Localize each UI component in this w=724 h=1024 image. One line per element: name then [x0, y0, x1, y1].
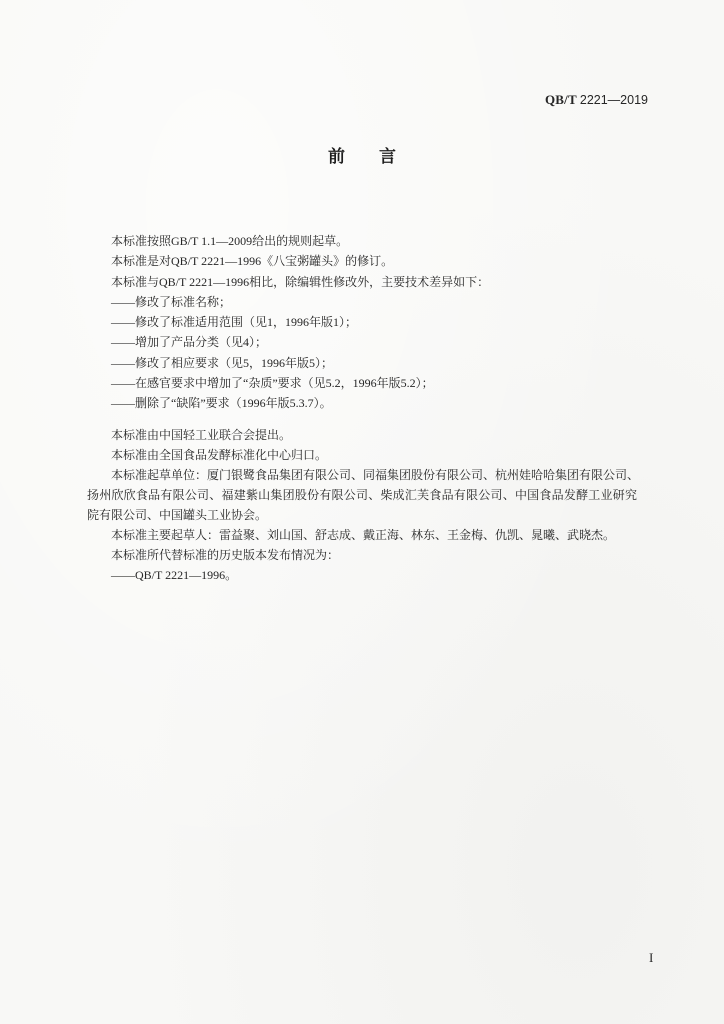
page-number: I: [649, 950, 654, 965]
foreword-changes-section: [87, 231, 637, 414]
change-item: ——修改了标准名称；: [111, 294, 232, 309]
page-title: 前 言: [328, 147, 396, 167]
standard-code-prefix: QB/T: [545, 92, 577, 107]
change-item: ——在感官要求中增加了“杂质”要求（见5.2，1996年版5.2）；: [111, 376, 434, 391]
proposed-by-statement: 本标准由中国轻工业联合会提出。: [111, 428, 292, 442]
drafting-units-line: 院有限公司、中国罐头工业协会。: [87, 508, 268, 522]
history-intro: 本标准所代替标准的历史版本发布情况为：: [111, 548, 340, 562]
drafting-units-line: 扬州欣欣食品有限公司、福建紫山集团股份有限公司、柴成汇芙食品有限公司、中国食品发酵工业研究: [87, 488, 637, 502]
history-item: ——QB/T 2221—1996。: [111, 568, 238, 582]
revision-statement: 本标准是对QB/T 2221—1996《八宝粥罐头》的修订。: [111, 254, 394, 269]
differences-intro: 本标准与QB/T 2221—1996相比，除编辑性修改外，主要技术差异如下：: [111, 274, 490, 289]
change-item: ——删除了“缺陷”要求（1996年版5.3.7）。: [111, 396, 332, 411]
drafting-units-line: 本标准起草单位：厦门银鹭食品集团有限公司、同福集团股份有限公司、杭州娃哈哈集团有限公司、: [111, 468, 640, 482]
centralized-by-statement: 本标准由全国食品发酵标准化中心归口。: [111, 448, 328, 462]
standard-code: [545, 91, 648, 109]
main-drafters-statement: 本标准主要起草人：雷益聚、刘山国、舒志成、戴正海、林东、王金梅、仇凯、晁曦、武晓杰。: [111, 528, 616, 542]
foreword-info-section: [87, 425, 640, 585]
change-item: ——修改了标准适用范围（见1，1996年版1）；: [111, 315, 358, 330]
change-item: ——修改了相应要求（见5，1996年版5）；: [111, 355, 334, 370]
drafting-rule-statement: 本标准按照GB/T 1.1—2009给出的规则起草。: [111, 234, 349, 248]
change-item: ——增加了产品分类（见4）；: [111, 335, 268, 350]
standard-code-number: 2221—2019: [579, 93, 648, 107]
